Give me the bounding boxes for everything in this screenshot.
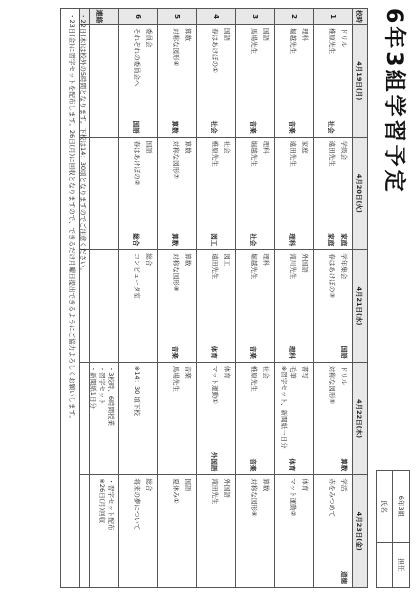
lesson-cell [197, 475, 236, 588]
lesson-subject: 総合 [145, 478, 153, 492]
lesson-detail: 図工 [210, 233, 218, 247]
lesson-subject: 図工 [223, 253, 231, 267]
lesson-subject: 家庭 [301, 140, 309, 154]
lesson-detail: それぞれの委員会へ [133, 28, 141, 87]
lesson-subject: 算数 [184, 28, 192, 41]
lesson-cell [119, 475, 158, 588]
period-row [158, 9, 197, 588]
lesson-subject: 社会 [262, 365, 270, 379]
lesson-detail: 対称な図形⑦ [172, 140, 180, 179]
lesson-detail: 社会 [249, 233, 257, 247]
lesson-subject: 理科 [262, 253, 270, 267]
lesson-detail: 馬場先生 [172, 365, 180, 392]
period-number: 2 [275, 9, 314, 25]
lesson-cell [236, 25, 275, 138]
lesson-cell [197, 362, 236, 475]
lesson-detail: 算数 [171, 120, 179, 134]
lesson-detail: 対称な図形⑧ [172, 253, 180, 292]
lesson-cell [236, 475, 275, 588]
contact-text: ・習字セット配布 ※26日(月)回収 [98, 478, 115, 531]
lesson-subject: 国語 [145, 140, 153, 154]
lesson-detail: 遠田先生 [211, 253, 219, 280]
lesson-subject: 体育 [223, 365, 231, 379]
lesson-detail: 理科 [288, 233, 296, 247]
lesson-cell [275, 362, 314, 475]
period-row [119, 9, 158, 588]
lesson-subject: 理科 [301, 28, 309, 41]
page-title: 6年3組学習予定 [381, 8, 406, 195]
lesson-subject: 道徳 [340, 571, 348, 584]
lesson-cell [119, 137, 158, 250]
lesson-detail: 社会 [210, 120, 218, 134]
lesson-detail: 将来の夢について [133, 478, 141, 531]
lesson-cell [236, 250, 275, 363]
period-number: 6 [119, 9, 158, 25]
lesson-detail: 遠田先生 [328, 140, 336, 167]
lesson-detail: 遠田先生 [289, 140, 297, 167]
lesson-detail: 国語 [132, 120, 140, 134]
lesson-detail: 夏休み① [172, 478, 180, 504]
lesson-subject: 学活 [340, 478, 348, 492]
day-header: 4月20日(火) [353, 137, 368, 250]
lesson-subject: 書写 [301, 365, 309, 379]
lesson-subject: 体育 [301, 478, 309, 492]
lesson-detail: 家庭 [327, 233, 335, 247]
lesson-detail: 堀越先生 [289, 28, 297, 54]
lesson-subject: 国語 [262, 28, 270, 41]
day-header: 4月19日(月) [353, 25, 368, 138]
lesson-detail: 対称な図形④ [172, 28, 180, 67]
period-row [314, 9, 353, 588]
class-label: 6年3組 [393, 471, 410, 543]
lesson-detail: 椎原先生 [328, 28, 336, 54]
contact-text: ・3校時、6時間授業 ・習字セット ・新聞紙1日分 [89, 365, 115, 427]
lesson-detail: 音楽 [249, 345, 257, 359]
lesson-detail: 春はあけぼの③ [328, 253, 336, 299]
lesson-subject: 算数 [262, 478, 270, 492]
lesson-subject: 理科 [262, 140, 270, 154]
lesson-subject: 社会 [223, 140, 231, 154]
lesson-subject: 算数 [184, 140, 192, 154]
lesson-detail: 理科 [288, 345, 296, 359]
contact-label: 連絡 [80, 9, 119, 25]
lesson-detail: マット運動② [289, 478, 297, 517]
lesson-cell [119, 25, 158, 138]
lesson-detail: 滝川先生 [289, 253, 297, 280]
lesson-detail: 体育 [288, 458, 296, 472]
lesson-cell [197, 250, 236, 363]
period-number: 1 [314, 9, 353, 25]
period-row [236, 9, 275, 588]
period-number: 5 [158, 9, 197, 25]
name-label: 氏名 [377, 471, 394, 543]
lesson-detail: 堀越先生 [250, 253, 258, 280]
day-header: 4月21日(水) [353, 250, 368, 363]
lesson-cell [158, 250, 197, 363]
period-header: 校時 [353, 9, 368, 25]
lesson-subject: 国語 [223, 28, 231, 41]
lesson-cell [158, 475, 197, 588]
period-number: 4 [197, 9, 236, 25]
lesson-subject: ドリル [340, 365, 348, 386]
lesson-cell [314, 250, 353, 363]
lesson-detail: 春はあけぼの② [133, 140, 141, 186]
lesson-cell [275, 250, 314, 363]
lesson-detail: マット運動① [211, 365, 219, 404]
lesson-cell [158, 137, 197, 250]
lesson-detail: 滝田先生 [211, 478, 219, 505]
lesson-detail: 社会 [327, 120, 335, 134]
lesson-detail: 音楽 [249, 458, 257, 472]
lesson-detail: 体育 [210, 345, 218, 359]
lesson-subject: 算数 [184, 253, 192, 267]
lesson-cell [158, 25, 197, 138]
note-line: ・23日(金)に習字セットを配布します。26日(月)に回収となりますので、できるだけ月曜日提出できるようにご協力よろしくお願いします。 [68, 13, 76, 423]
note-line: ・22日(木)は校外の5時間となります。下校は14：30頃となりますのでご注意ください。 [79, 13, 87, 275]
lesson-cell [314, 137, 353, 250]
timetable [79, 8, 368, 588]
lesson-detail: 外国語 [210, 451, 218, 472]
lesson-cell [314, 475, 353, 588]
lesson-cell [314, 362, 353, 475]
day-header: 4月22日(木) [353, 362, 368, 475]
lesson-detail: 椎原先生 [211, 140, 219, 167]
lesson-subject: ドリル [340, 28, 348, 48]
lesson-detail: 音楽 [249, 120, 257, 134]
lesson-detail: 対称な図形⑥ [250, 478, 258, 517]
lesson-subject: 外国語 [301, 253, 309, 273]
lesson-detail: 音楽 [288, 120, 296, 134]
period-number: 3 [236, 9, 275, 25]
lesson-subject: 委員会 [145, 28, 153, 48]
lesson-subject: 算数 [340, 458, 348, 472]
lesson-subject: 学級会 [340, 140, 348, 161]
lesson-cell [197, 25, 236, 138]
lesson-cell [275, 25, 314, 138]
lesson-cell [158, 362, 197, 475]
lesson-cell [119, 250, 158, 363]
lesson-detail: 対称な図形⑤ [328, 365, 336, 405]
lesson-subject: 家庭 [340, 233, 348, 247]
lesson-cell [236, 362, 275, 475]
lesson-cell [314, 25, 353, 138]
lesson-subject: 国語 [184, 478, 192, 492]
header-row [353, 9, 368, 588]
lesson-cell [119, 362, 158, 475]
lesson-detail: 毛筆 ※習字セット、新聞紙一日分 [280, 365, 297, 449]
day-header: 4月23日(金) [353, 475, 368, 588]
period-row [275, 9, 314, 588]
lesson-detail: 椎原先生 [250, 365, 258, 392]
lesson-subject: 総合 [145, 253, 153, 267]
lesson-detail: 算数 [171, 233, 179, 247]
lesson-detail: 音楽 [171, 345, 179, 359]
lesson-detail: 春はあけぼの① [211, 28, 219, 73]
lesson-cell [236, 137, 275, 250]
lesson-cell [275, 475, 314, 588]
lesson-detail: コンピュータ室 [133, 253, 141, 299]
lesson-subject: 外国語 [223, 478, 231, 498]
period-row [197, 9, 236, 588]
lesson-detail: 馬場先生 [250, 28, 258, 54]
name-field [377, 542, 394, 587]
lesson-detail: 赤をみつめて [328, 478, 336, 518]
lesson-cell [197, 137, 236, 250]
teacher-label: 担任 [393, 542, 410, 587]
lesson-subject: 音楽 [184, 365, 192, 379]
lesson-cell [275, 137, 314, 250]
lesson-detail: 堀越先生 [250, 140, 258, 167]
lesson-subject: 学年集会 [340, 253, 348, 280]
class-info-box [376, 470, 410, 588]
lesson-subject: 国語 [340, 345, 348, 359]
lesson-detail: ※14：30 頃下校 [133, 365, 141, 416]
notes-box [60, 8, 90, 588]
lesson-detail: 総合 [132, 233, 140, 247]
